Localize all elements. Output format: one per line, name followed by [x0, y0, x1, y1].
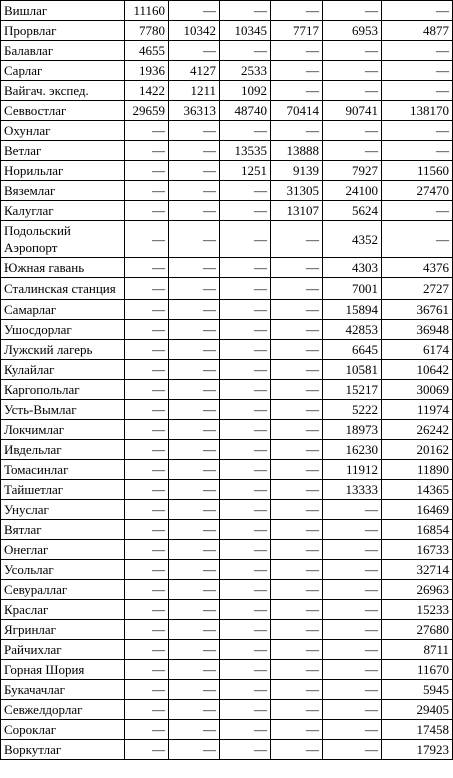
table-row: [1, 660, 453, 680]
value-cell: —: [220, 580, 271, 600]
value-cell: —: [323, 700, 382, 720]
value-cell: —: [220, 620, 271, 640]
value-cell: —: [169, 181, 220, 201]
table-row: [1, 420, 453, 440]
value-cell: 5945: [382, 680, 453, 700]
value-cell: —: [169, 680, 220, 700]
value-cell: —: [125, 258, 169, 278]
table-row: [1, 360, 453, 380]
value-cell: —: [169, 420, 220, 440]
camp-name-cell: Локчимлаг: [1, 420, 125, 440]
table-row: [1, 181, 453, 201]
camp-name-cell: Краслаг: [1, 600, 125, 620]
value-cell: —: [271, 420, 323, 440]
value-cell: 15217: [323, 380, 382, 400]
camp-name-cell: Севжелдорлаг: [1, 700, 125, 720]
value-cell: 10581: [323, 360, 382, 380]
value-cell: 7717: [271, 21, 323, 41]
value-cell: —: [125, 400, 169, 420]
camp-name-cell: Ягринлаг: [1, 620, 125, 640]
value-cell: 36313: [169, 101, 220, 121]
value-cell: —: [323, 560, 382, 580]
table-row: [1, 300, 453, 320]
value-cell: —: [169, 258, 220, 278]
camp-name-cell: Букачачлаг: [1, 680, 125, 700]
value-cell: —: [125, 700, 169, 720]
value-cell: —: [271, 580, 323, 600]
value-cell: —: [125, 640, 169, 660]
value-cell: 42853: [323, 320, 382, 340]
value-cell: 7001: [323, 278, 382, 300]
value-cell: —: [271, 121, 323, 141]
value-cell: —: [271, 61, 323, 81]
value-cell: 11912: [323, 460, 382, 480]
value-cell: —: [125, 620, 169, 640]
camp-name-cell: Севвостлаг: [1, 101, 125, 121]
table-row: [1, 41, 453, 61]
value-cell: —: [125, 300, 169, 320]
camp-name-cell: Лужский лагерь: [1, 340, 125, 360]
value-cell: —: [323, 740, 382, 760]
value-cell: 13333: [323, 480, 382, 500]
table-row: [1, 340, 453, 360]
value-cell: —: [220, 660, 271, 680]
value-cell: —: [169, 121, 220, 141]
value-cell: —: [169, 201, 220, 221]
value-cell: —: [169, 720, 220, 740]
value-cell: —: [169, 660, 220, 680]
camp-name-cell: Кулайлаг: [1, 360, 125, 380]
value-cell: 20162: [382, 440, 453, 460]
value-cell: —: [271, 740, 323, 760]
value-cell: —: [125, 560, 169, 580]
value-cell: 1092: [220, 81, 271, 101]
camp-name-cell: Усть-Вымлаг: [1, 400, 125, 420]
value-cell: 1422: [125, 81, 169, 101]
value-cell: 15233: [382, 600, 453, 620]
table-row: [1, 400, 453, 420]
value-cell: 4127: [169, 61, 220, 81]
value-cell: —: [382, 141, 453, 161]
value-cell: —: [271, 540, 323, 560]
camp-name-cell: Подольский Аэропорт: [1, 221, 125, 258]
value-cell: —: [169, 278, 220, 300]
value-cell: —: [125, 600, 169, 620]
value-cell: —: [220, 278, 271, 300]
value-cell: —: [220, 420, 271, 440]
table-row: [1, 101, 453, 121]
value-cell: 1211: [169, 81, 220, 101]
table-row: [1, 740, 453, 760]
value-cell: —: [220, 700, 271, 720]
camp-name-cell: Горная Шория: [1, 660, 125, 680]
value-cell: —: [271, 300, 323, 320]
value-cell: 7927: [323, 161, 382, 181]
value-cell: 138170: [382, 101, 453, 121]
camp-name-cell: Райчихлаг: [1, 640, 125, 660]
value-cell: —: [169, 340, 220, 360]
table-row: [1, 61, 453, 81]
value-cell: 8711: [382, 640, 453, 660]
value-cell: —: [220, 121, 271, 141]
value-cell: 4352: [323, 221, 382, 258]
value-cell: —: [125, 221, 169, 258]
table-row: [1, 540, 453, 560]
camp-name-cell: Вяземлаг: [1, 181, 125, 201]
table-row: [1, 278, 453, 300]
value-cell: 4877: [382, 21, 453, 41]
table-row: [1, 720, 453, 740]
table-row: [1, 700, 453, 720]
value-cell: —: [323, 600, 382, 620]
value-cell: —: [220, 440, 271, 460]
value-cell: —: [220, 300, 271, 320]
value-cell: —: [323, 41, 382, 61]
value-cell: 26963: [382, 580, 453, 600]
table-row: [1, 640, 453, 660]
value-cell: —: [125, 440, 169, 460]
value-cell: —: [220, 520, 271, 540]
value-cell: 11974: [382, 400, 453, 420]
value-cell: —: [169, 221, 220, 258]
value-cell: —: [220, 720, 271, 740]
value-cell: —: [169, 41, 220, 61]
value-cell: —: [220, 181, 271, 201]
table-row: [1, 320, 453, 340]
value-cell: —: [271, 320, 323, 340]
value-cell: —: [169, 300, 220, 320]
value-cell: 2727: [382, 278, 453, 300]
value-cell: —: [323, 61, 382, 81]
table-row: [1, 620, 453, 640]
value-cell: —: [169, 141, 220, 161]
value-cell: 9139: [271, 161, 323, 181]
value-cell: —: [220, 460, 271, 480]
value-cell: —: [271, 460, 323, 480]
value-cell: —: [323, 520, 382, 540]
value-cell: —: [323, 121, 382, 141]
value-cell: —: [169, 161, 220, 181]
table-row: [1, 600, 453, 620]
camp-name-cell: Каргопольлаг: [1, 380, 125, 400]
value-cell: 16469: [382, 500, 453, 520]
camp-name-cell: Воркутлаг: [1, 740, 125, 760]
table-row: [1, 81, 453, 101]
value-cell: —: [382, 1, 453, 21]
camp-name-cell: Вишлаг: [1, 1, 125, 21]
value-cell: —: [125, 460, 169, 480]
camp-name-cell: Калуглаг: [1, 201, 125, 221]
value-cell: —: [169, 540, 220, 560]
value-cell: —: [323, 680, 382, 700]
camp-name-cell: Вятлаг: [1, 520, 125, 540]
value-cell: —: [271, 41, 323, 61]
value-cell: —: [271, 500, 323, 520]
value-cell: 27680: [382, 620, 453, 640]
value-cell: —: [271, 380, 323, 400]
value-cell: 24100: [323, 181, 382, 201]
value-cell: 70414: [271, 101, 323, 121]
value-cell: —: [220, 320, 271, 340]
camp-name-cell: Севураллаг: [1, 580, 125, 600]
value-cell: —: [125, 740, 169, 760]
camp-name-cell: Норильлаг: [1, 161, 125, 181]
value-cell: —: [271, 720, 323, 740]
value-cell: —: [220, 41, 271, 61]
table-row: [1, 201, 453, 221]
value-cell: —: [271, 81, 323, 101]
value-cell: —: [271, 560, 323, 580]
table-row: [1, 258, 453, 278]
value-cell: —: [125, 580, 169, 600]
table-row: [1, 560, 453, 580]
table-row: [1, 580, 453, 600]
value-cell: —: [323, 620, 382, 640]
value-cell: —: [220, 221, 271, 258]
value-cell: —: [169, 360, 220, 380]
value-cell: —: [169, 500, 220, 520]
value-cell: —: [125, 500, 169, 520]
value-cell: —: [382, 221, 453, 258]
value-cell: —: [271, 660, 323, 680]
value-cell: 6174: [382, 340, 453, 360]
value-cell: —: [169, 620, 220, 640]
value-cell: —: [125, 141, 169, 161]
camp-name-cell: Онеглаг: [1, 540, 125, 560]
value-cell: —: [125, 360, 169, 380]
table-row: [1, 680, 453, 700]
value-cell: —: [271, 360, 323, 380]
value-cell: 7780: [125, 21, 169, 41]
value-cell: —: [220, 201, 271, 221]
value-cell: —: [169, 700, 220, 720]
value-cell: 11890: [382, 460, 453, 480]
table-row: [1, 141, 453, 161]
value-cell: —: [323, 660, 382, 680]
value-cell: 36761: [382, 300, 453, 320]
value-cell: 1936: [125, 61, 169, 81]
value-cell: —: [169, 460, 220, 480]
value-cell: —: [323, 1, 382, 21]
value-cell: —: [169, 580, 220, 600]
value-cell: —: [323, 81, 382, 101]
value-cell: 27470: [382, 181, 453, 201]
value-cell: —: [220, 640, 271, 660]
value-cell: 29405: [382, 700, 453, 720]
camp-name-cell: Прорвлаг: [1, 21, 125, 41]
value-cell: 13888: [271, 141, 323, 161]
value-cell: —: [323, 141, 382, 161]
value-cell: 29659: [125, 101, 169, 121]
value-cell: 10345: [220, 21, 271, 41]
value-cell: —: [169, 600, 220, 620]
camp-name-cell: Южная гавань: [1, 258, 125, 278]
value-cell: —: [125, 480, 169, 500]
value-cell: —: [220, 540, 271, 560]
value-cell: 1251: [220, 161, 271, 181]
value-cell: 17458: [382, 720, 453, 740]
camp-name-cell: Вайгач. экспед.: [1, 81, 125, 101]
value-cell: —: [382, 61, 453, 81]
value-cell: 4376: [382, 258, 453, 278]
value-cell: 10642: [382, 360, 453, 380]
value-cell: —: [220, 1, 271, 21]
camp-name-cell: Томасинлаг: [1, 460, 125, 480]
value-cell: —: [271, 221, 323, 258]
camp-name-cell: Унуслаг: [1, 500, 125, 520]
value-cell: —: [271, 278, 323, 300]
value-cell: 26242: [382, 420, 453, 440]
value-cell: 36948: [382, 320, 453, 340]
value-cell: 4303: [323, 258, 382, 278]
value-cell: —: [220, 258, 271, 278]
table-row: [1, 161, 453, 181]
value-cell: 2533: [220, 61, 271, 81]
value-cell: —: [125, 181, 169, 201]
value-cell: —: [169, 640, 220, 660]
value-cell: —: [271, 520, 323, 540]
value-cell: —: [323, 500, 382, 520]
value-cell: —: [220, 360, 271, 380]
value-cell: —: [382, 121, 453, 141]
value-cell: —: [220, 500, 271, 520]
value-cell: 5624: [323, 201, 382, 221]
value-cell: 5222: [323, 400, 382, 420]
camp-name-cell: Самарлаг: [1, 300, 125, 320]
value-cell: —: [323, 580, 382, 600]
value-cell: —: [125, 340, 169, 360]
value-cell: —: [125, 660, 169, 680]
camp-name-cell: Сороклаг: [1, 720, 125, 740]
value-cell: —: [169, 560, 220, 580]
value-cell: —: [125, 161, 169, 181]
value-cell: —: [125, 680, 169, 700]
camp-name-cell: Тайшетлаг: [1, 480, 125, 500]
value-cell: —: [125, 201, 169, 221]
value-cell: —: [271, 258, 323, 278]
table-row: [1, 520, 453, 540]
camp-name-cell: Усольлаг: [1, 560, 125, 580]
table-row: [1, 21, 453, 41]
table-row: [1, 480, 453, 500]
value-cell: —: [169, 1, 220, 21]
value-cell: 13535: [220, 141, 271, 161]
value-cell: —: [125, 121, 169, 141]
camp-name-cell: Ветлаг: [1, 141, 125, 161]
value-cell: —: [220, 740, 271, 760]
value-cell: —: [323, 720, 382, 740]
value-cell: —: [220, 680, 271, 700]
value-cell: 17923: [382, 740, 453, 760]
value-cell: 4655: [125, 41, 169, 61]
value-cell: 30069: [382, 380, 453, 400]
table-row: [1, 440, 453, 460]
value-cell: —: [125, 420, 169, 440]
camp-name-cell: Балавлаг: [1, 41, 125, 61]
value-cell: —: [271, 340, 323, 360]
value-cell: —: [271, 620, 323, 640]
value-cell: —: [220, 560, 271, 580]
value-cell: 11670: [382, 660, 453, 680]
table-row: [1, 121, 453, 141]
table-row: [1, 500, 453, 520]
value-cell: 14365: [382, 480, 453, 500]
value-cell: 16854: [382, 520, 453, 540]
value-cell: —: [125, 278, 169, 300]
value-cell: —: [169, 440, 220, 460]
value-cell: 90741: [323, 101, 382, 121]
table-row: [1, 460, 453, 480]
value-cell: —: [271, 640, 323, 660]
value-cell: —: [125, 520, 169, 540]
camp-name-cell: Ушосдорлаг: [1, 320, 125, 340]
value-cell: —: [169, 320, 220, 340]
value-cell: —: [271, 400, 323, 420]
value-cell: 6645: [323, 340, 382, 360]
value-cell: 32714: [382, 560, 453, 580]
table-row: [1, 221, 453, 258]
value-cell: 16230: [323, 440, 382, 460]
value-cell: —: [169, 400, 220, 420]
value-cell: —: [271, 480, 323, 500]
value-cell: —: [125, 540, 169, 560]
value-cell: —: [169, 380, 220, 400]
value-cell: 16733: [382, 540, 453, 560]
value-cell: 18973: [323, 420, 382, 440]
value-cell: —: [220, 340, 271, 360]
value-cell: —: [220, 480, 271, 500]
value-cell: —: [271, 680, 323, 700]
camp-name-cell: Сарлаг: [1, 61, 125, 81]
value-cell: —: [271, 700, 323, 720]
value-cell: —: [323, 540, 382, 560]
value-cell: —: [271, 440, 323, 460]
value-cell: —: [220, 380, 271, 400]
value-cell: —: [169, 740, 220, 760]
value-cell: —: [125, 380, 169, 400]
value-cell: —: [382, 201, 453, 221]
table-row: [1, 380, 453, 400]
value-cell: —: [382, 41, 453, 61]
value-cell: 10342: [169, 21, 220, 41]
camp-name-cell: Сталинская станция: [1, 278, 125, 300]
value-cell: 48740: [220, 101, 271, 121]
value-cell: —: [125, 320, 169, 340]
value-cell: —: [323, 640, 382, 660]
value-cell: 11160: [125, 1, 169, 21]
value-cell: —: [220, 600, 271, 620]
value-cell: —: [382, 81, 453, 101]
value-cell: 31305: [271, 181, 323, 201]
value-cell: 13107: [271, 201, 323, 221]
value-cell: —: [271, 1, 323, 21]
value-cell: 6953: [323, 21, 382, 41]
value-cell: —: [169, 480, 220, 500]
camp-name-cell: Охунлаг: [1, 121, 125, 141]
value-cell: —: [169, 520, 220, 540]
table-row: [1, 1, 453, 21]
value-cell: —: [125, 720, 169, 740]
value-cell: —: [271, 600, 323, 620]
value-cell: 15894: [323, 300, 382, 320]
camp-name-cell: Ивдельлаг: [1, 440, 125, 460]
value-cell: 11560: [382, 161, 453, 181]
value-cell: —: [220, 400, 271, 420]
camps-table-body: [1, 1, 453, 760]
